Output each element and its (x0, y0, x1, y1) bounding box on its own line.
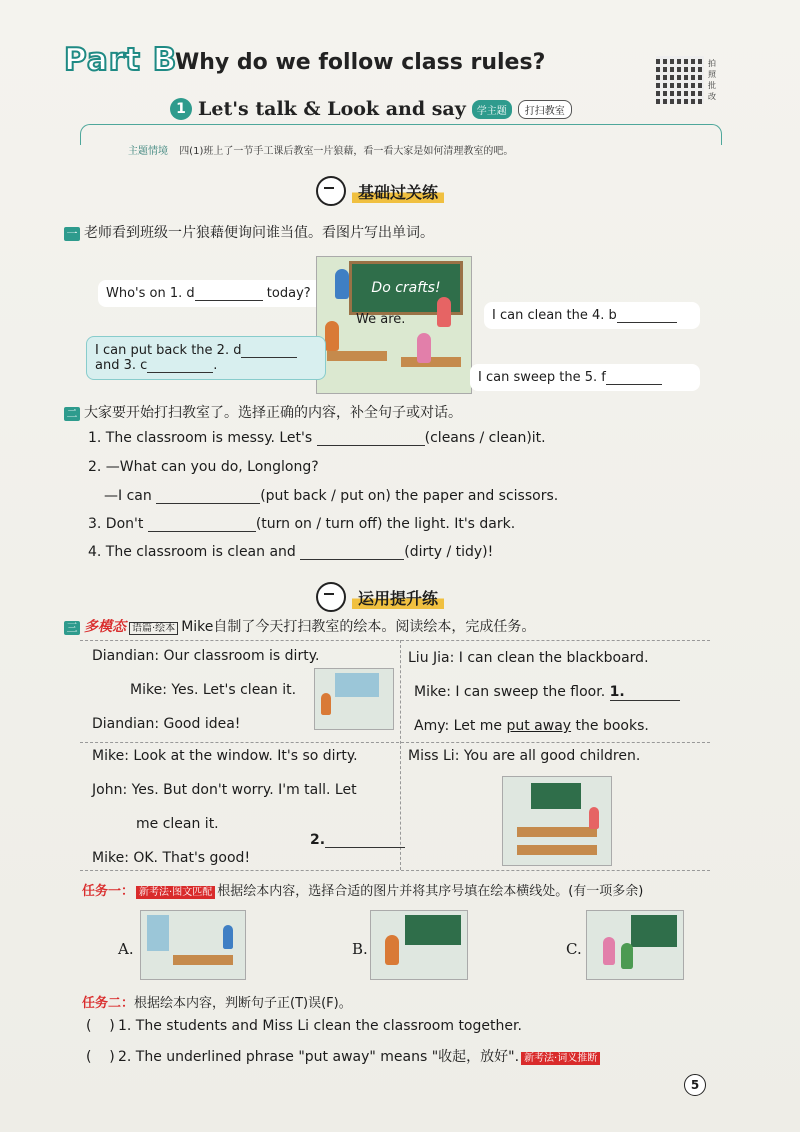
judge-item-2: ( ) 2. The underlined phrase "put away" means "收起，放好". 新考法·词义推断 (86, 1046, 602, 1066)
ex2-item-4: 4. The classroom is clean and (dirty / tidy)! (88, 544, 494, 560)
answer-blank[interactable] (156, 489, 260, 504)
qr-code-overlay (656, 56, 704, 104)
section-title: 基础过关练 (352, 180, 444, 203)
story-line: Mike: OK. That's good! (92, 850, 251, 866)
lesson-topic-tag: 打扫教室 (518, 100, 572, 119)
desk (327, 351, 387, 361)
story-line: me clean it. (136, 816, 219, 832)
picture-slot-1[interactable]: 1. (610, 684, 680, 701)
story-line: Mike: Yes. Let's clean it. (130, 682, 297, 698)
answer-blank[interactable] (317, 431, 425, 446)
story-line: Miss Li: You are all good children. (408, 748, 641, 764)
page-number: 5 (684, 1074, 706, 1096)
teacher-figure (335, 269, 349, 299)
ex2-item-3: 3. Don't (turn on / turn off) the light. It's dark. (88, 516, 516, 532)
answer-blank[interactable] (148, 517, 256, 532)
answer-blank[interactable] (147, 358, 213, 373)
lesson-tag: 学主题 (472, 100, 512, 119)
unit-title: Why do we follow class rules? (175, 50, 546, 75)
answer-paren[interactable]: ( ) (86, 1049, 115, 1065)
student-figure (417, 333, 431, 363)
option-b-picture[interactable] (370, 910, 468, 980)
speech-bubble-3: I can clean the 4. b (484, 302, 700, 329)
cartoon-kid-icon (316, 582, 346, 612)
speech-bubble-4: I can put back the 2. d and 3. c . (86, 336, 326, 380)
story-line: Mike: Look at the window. It's so dirty. (92, 748, 358, 764)
answer-paren[interactable]: ( ) (86, 1018, 115, 1034)
answer-blank[interactable] (241, 343, 297, 358)
intro-text: 四(1)班上了一节手工课后教室一片狼藉，看一看大家是如何清理教室的吧。 (179, 146, 514, 157)
story-line: Liu Jia: I can clean the blackboard. (408, 650, 649, 666)
speech-bubble-1: Who's on 1. d today? (98, 280, 332, 307)
story-line: Mike: I can sweep the floor. 1. (414, 684, 680, 701)
section-basic (316, 176, 444, 206)
blackboard: Do crafts! (349, 261, 463, 315)
task-1-instruction: 任务一： 新考法·图文匹配 根据绘本内容，选择合适的图片并将其序号填在绘本横线处。(有一项多余) (82, 884, 644, 899)
cartoon-kid-icon (316, 176, 346, 206)
lesson-banner (170, 98, 572, 120)
ex2-item-1: 1. The classroom is messy. Let's (cleans / clean)it. (88, 430, 546, 446)
qr-note: 拍照批改 (708, 59, 716, 101)
story-picture-4 (502, 776, 612, 866)
story-line: Diandian: Good idea! (92, 716, 241, 732)
speech-bubble-5: I can sweep the 5. f (470, 364, 700, 391)
story-line: John: Yes. But don't worry. I'm tall. Let (92, 782, 357, 798)
grid-line (80, 870, 710, 871)
student-figure (325, 321, 339, 351)
option-c-label: C. (566, 940, 582, 958)
story-line: Amy: Let me put away the books. (414, 718, 649, 734)
ex2-item-2: 2. —What can you do, Longlong? (88, 459, 319, 475)
speech-bubble-2: We are. (356, 312, 406, 327)
exercise-3-instruction: 三 多模态 语篇·绘本 Mike自制了今天打扫教室的绘本。阅读绘本，完成任务。 (64, 616, 535, 636)
student-figure (437, 297, 451, 327)
option-c-picture[interactable] (586, 910, 684, 980)
part-label: Part B (64, 42, 178, 78)
option-a-picture[interactable] (140, 910, 246, 980)
picture-slot-2[interactable]: 2. (310, 832, 405, 848)
grid-line (80, 742, 710, 743)
answer-blank[interactable] (300, 545, 404, 560)
exercise-2-instruction: 二 大家要开始打扫教室了。选择正确的内容，补全句子或对话。 (64, 402, 462, 422)
judge-item-1: ( ) 1. The students and Miss Li clean the classroom together. (86, 1018, 522, 1034)
desk (401, 357, 461, 367)
ex2-item-2-answer: —I can (put back / put on) the paper and scissors. (104, 488, 559, 504)
intro-line (128, 142, 513, 157)
answer-blank[interactable] (617, 308, 677, 323)
story-line: Diandian: Our classroom is dirty. (92, 648, 320, 664)
lesson-number: 1 (170, 98, 192, 120)
exercise-1-instruction: 一 老师看到班级一片狼藉便询问谁当值。看图片写出单词。 (64, 222, 434, 242)
intro-label: 主题情境 (128, 146, 168, 157)
answer-blank[interactable] (606, 370, 662, 385)
answer-blank[interactable] (195, 286, 263, 301)
grid-line (80, 640, 710, 641)
option-a-label: A. (118, 940, 134, 958)
task-2-instruction: 任务二：根据绘本内容，判断句子正(T)误(F)。 (82, 996, 352, 1011)
lesson-title: Let's talk & Look and say (198, 98, 466, 120)
section-title: 运用提升练 (352, 586, 444, 609)
underlined-phrase: put away (506, 718, 572, 734)
section-advanced (316, 582, 444, 612)
option-b-label: B. (352, 940, 368, 958)
story-picture-1 (314, 668, 394, 730)
